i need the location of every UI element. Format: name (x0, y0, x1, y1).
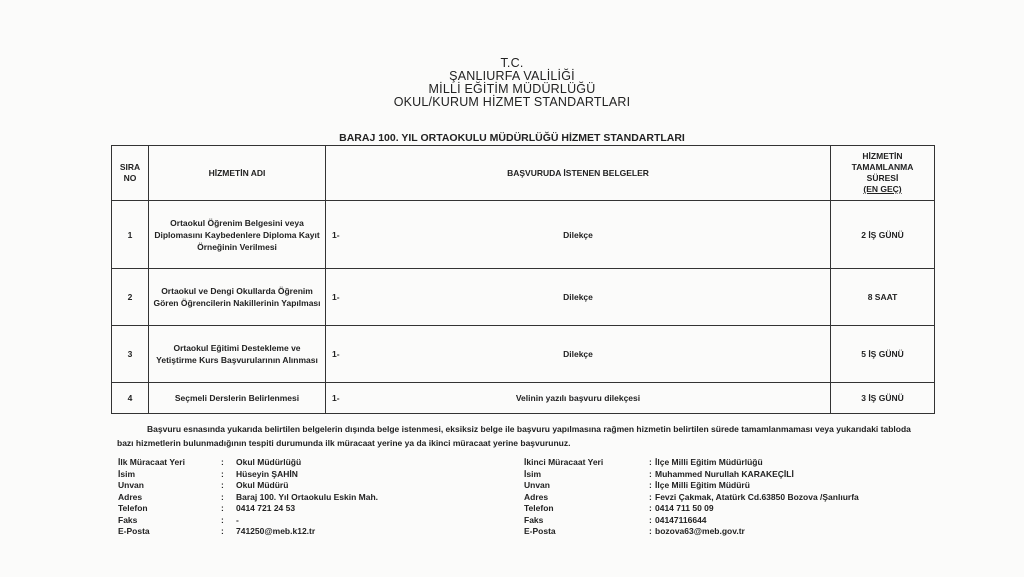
contact-row (524, 457, 859, 469)
contact-label: Unvan (118, 480, 144, 490)
contact-label: İkinci Müracaat Yeri (524, 457, 604, 467)
header-sira-no (112, 146, 149, 201)
contact-label: Telefon (524, 503, 554, 513)
contact-separator: : (221, 480, 224, 490)
contact-value: 0414 711 50 09 (655, 503, 714, 513)
header-no: NO (123, 173, 137, 183)
table-row (112, 201, 935, 269)
contact-value: 0414 721 24 53 (236, 503, 296, 513)
row-service-name: Ortaokul Eğitimi Destekleme ve Yetiştirme Kurs Başvurularının Alınması (149, 326, 326, 383)
contact-row (118, 457, 378, 469)
contact-label: Telefon (118, 503, 148, 513)
contact-value: Okul Müdürlüğü (236, 457, 302, 467)
contact-label: İsim (524, 468, 542, 479)
row-doc-number: 1- (332, 229, 340, 240)
contact-label: E-Posta (524, 526, 556, 536)
document-subtitle: BARAJ 100. YIL ORTAOKULU MÜDÜRLÜĞÜ HİZMET STANDARTLARI (339, 132, 685, 144)
header-tc: T.C. (500, 56, 524, 70)
contact-row (118, 526, 378, 538)
contact-value: Muhammed Nurullah KARAKEÇİLİ (655, 468, 794, 479)
header-sure-line4: (EN GEÇ) (863, 184, 902, 194)
contact-value: bozova63@meb.gov.tr (655, 526, 745, 536)
row-service-name: Ortaokul Öğrenim Belgesini veya Diplomasını Kaybedenlere Diploma Kayıt Örneğinin Verilmesi (149, 201, 326, 269)
table-row (112, 269, 935, 326)
contact-value: İlçe Milli Eğitim Müdürü (655, 480, 750, 490)
contact-label: E-Posta (118, 526, 150, 536)
application-note (117, 422, 927, 450)
contact-separator: : (649, 457, 652, 467)
row-documents (326, 326, 831, 383)
row-documents (326, 383, 831, 414)
header-standards: OKUL/KURUM HİZMET STANDARTLARI (393, 95, 631, 109)
contact-row (118, 480, 378, 492)
header-sira: SIRA (119, 162, 141, 172)
contact-row (118, 492, 378, 504)
contact-row (524, 480, 859, 492)
row-service-name: Seçmeli Derslerin Belirlenmesi (149, 383, 326, 414)
contact-separator: : (221, 491, 224, 502)
header-sure (831, 146, 935, 201)
contact-label: Unvan (524, 480, 550, 490)
row-duration: 3 İŞ GÜNÜ (831, 383, 935, 414)
contact-separator: : (649, 503, 652, 513)
contact-value: - (236, 514, 239, 525)
row-no: 4 (112, 383, 149, 414)
contact-value: 04147116644 (655, 514, 707, 525)
contact-separator: : (221, 457, 224, 467)
contact-value: Hüseyin ŞAHİN (236, 468, 298, 479)
contact-row (118, 469, 378, 481)
contact-row (524, 492, 859, 504)
contact-separator: : (649, 468, 652, 479)
second-contact-block (524, 457, 859, 538)
contact-label: Adres (524, 491, 549, 502)
contact-label: İlk Müracaat Yeri (118, 457, 185, 467)
contact-separator: : (649, 526, 652, 536)
row-doc-text: Dilekçe (563, 292, 593, 302)
table-header-row (112, 146, 935, 201)
table-row (112, 383, 935, 414)
header-sure-line3: SÜRESİ (866, 173, 899, 183)
row-documents (326, 201, 831, 269)
row-no: 2 (112, 269, 149, 326)
header-belgeler: BAŞVURUDA İSTENEN BELGELER (326, 146, 831, 201)
contact-separator: : (221, 503, 224, 513)
contact-separator: : (221, 526, 224, 536)
row-duration: 5 İŞ GÜNÜ (831, 326, 935, 383)
contact-row (524, 469, 859, 481)
header-sure-line1: HİZMETİN (862, 151, 903, 161)
row-doc-number: 1- (332, 292, 340, 302)
contact-separator: : (649, 491, 652, 502)
application-note-text: Başvuru esnasında yukarıda belirtilen belgelerin dışında belge istenmesi, eksiksiz belge ile başvuru yapılmasına rağmen hizmetin belirtilen sürede tamamlanmaması veya yukarıdaki tabloda bazı hizmetlerin bulunmadığının tespiti durumunda ilk müracaat yerine ya da ikinci müracaat yerine başvurunuz. (117, 424, 911, 448)
contact-label: Faks (524, 514, 544, 525)
row-doc-text: Velinin yazılı başvuru dilekçesi (515, 393, 641, 403)
contact-value: Okul Müdürü (236, 480, 289, 490)
contact-row (524, 503, 859, 515)
row-documents (326, 269, 831, 326)
contact-row (524, 515, 859, 527)
row-doc-number: 1- (332, 349, 340, 359)
contact-label: İsim (118, 468, 136, 479)
contact-row (118, 503, 378, 515)
contact-value: Fevzi Çakmak, Atatürk Cd.63850 Bozova /Şanlıurfa (655, 491, 859, 502)
contact-row (118, 515, 378, 527)
contact-separator: : (649, 514, 652, 525)
contact-value: 741250@meb.k12.tr (236, 526, 316, 536)
contact-label: Faks (118, 514, 138, 525)
table-row (112, 326, 935, 383)
first-contact-block (118, 457, 378, 538)
row-duration: 8 SAAT (831, 269, 935, 326)
contact-row (524, 526, 859, 538)
service-standards-table (111, 145, 935, 414)
header-mudurluk: MİLLİ EĞİTİM MÜDÜRLÜĞÜ (428, 82, 596, 96)
contact-value: İlçe Milli Eğitim Müdürlüğü (655, 457, 763, 467)
row-doc-text: Dilekçe (563, 229, 593, 240)
contact-separator: : (221, 468, 224, 479)
header-sure-line2: TAMAMLANMA (851, 162, 914, 172)
row-doc-number: 1- (332, 393, 340, 403)
row-duration: 2 İŞ GÜNÜ (831, 201, 935, 269)
contact-value: Baraj 100. Yıl Ortaokulu Eskin Mah. (236, 491, 379, 502)
row-doc-text: Dilekçe (563, 349, 593, 359)
header-valilik: ŞANLIURFA VALİLİĞİ (449, 69, 575, 83)
row-service-name: Ortaokul ve Dengi Okullarda Öğrenim Gören Öğrencilerin Nakillerinin Yapılması (149, 269, 326, 326)
contact-separator: : (649, 480, 652, 490)
contact-separator: : (221, 514, 224, 525)
document-header (0, 57, 1024, 109)
row-no: 3 (112, 326, 149, 383)
row-no: 1 (112, 201, 149, 269)
header-hizmet-adi: HİZMETİN ADI (149, 146, 326, 201)
contact-label: Adres (118, 491, 143, 502)
